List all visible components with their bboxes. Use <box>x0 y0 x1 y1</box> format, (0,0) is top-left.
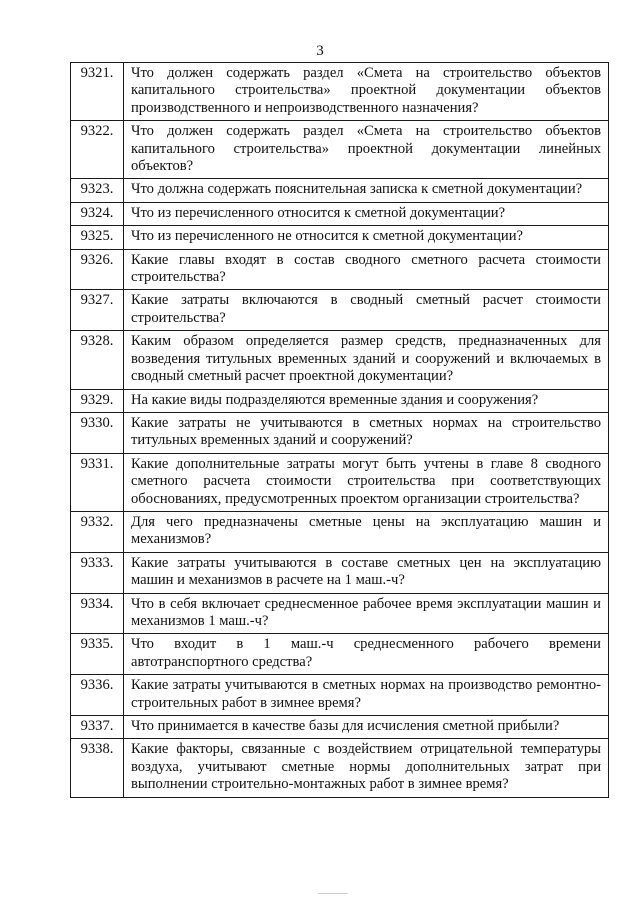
table-row <box>71 389 609 412</box>
question-number: 9323. <box>71 179 124 202</box>
table-row <box>71 739 609 797</box>
question-number: 9338. <box>71 739 124 797</box>
question-number: 9322. <box>71 121 124 179</box>
question-number: 9329. <box>71 389 124 412</box>
question-text: Какие затраты включаются в сводный сметный расчет стоимости строительства? <box>124 290 609 331</box>
question-number: 9324. <box>71 202 124 225</box>
question-number: 9337. <box>71 716 124 739</box>
table-row <box>71 593 609 634</box>
table-row <box>71 453 609 511</box>
question-text: Что из перечисленного не относится к сметной документации? <box>124 226 609 249</box>
page-number: 3 <box>316 43 324 59</box>
question-text: Каким образом определяется размер средств, предназначенных для возведения титульных временных зданий и сооружений и включаемых в сводный сметный расчет проектной документации? <box>124 331 609 389</box>
table-row <box>71 63 609 121</box>
question-number: 9325. <box>71 226 124 249</box>
question-text: Что должен содержать раздел «Смета на строительство объектов капитального строительства» проектной документации линейных объектов? <box>124 121 609 179</box>
question-number: 9330. <box>71 412 124 453</box>
table-row <box>71 121 609 179</box>
question-text: Что из перечисленного относится к сметной документации? <box>124 202 609 225</box>
question-number: 9335. <box>71 634 124 675</box>
question-text: Для чего предназначены сметные цены на эксплуатацию машин и механизмов? <box>124 511 609 552</box>
question-number: 9334. <box>71 593 124 634</box>
table-row <box>71 290 609 331</box>
question-text: Какие затраты учитываются в составе сметных цен на эксплуатацию машин и механизмов в расчете на 1 маш.-ч? <box>124 552 609 593</box>
table-row <box>71 716 609 739</box>
table-row <box>71 511 609 552</box>
question-number: 9331. <box>71 453 124 511</box>
question-number: 9327. <box>71 290 124 331</box>
table-row <box>71 331 609 389</box>
questions-table <box>70 62 609 798</box>
table-row <box>71 249 609 290</box>
question-text: Что должна содержать пояснительная записка к сметной документации? <box>124 179 609 202</box>
scan-artifact <box>318 893 348 894</box>
question-text: На какие виды подразделяются временные здания и сооружения? <box>124 389 609 412</box>
question-text: Какие затраты учитываются в сметных нормах на производство ремонтно-строительных работ в зимнее время? <box>124 675 609 716</box>
question-text: Что в себя включает среднесменное рабочее время эксплуатации машин и механизмов 1 маш.-ч? <box>124 593 609 634</box>
table-row <box>71 675 609 716</box>
question-text: Что принимается в качестве базы для исчисления сметной прибыли? <box>124 716 609 739</box>
table-row <box>71 226 609 249</box>
table-row <box>71 412 609 453</box>
question-number: 9321. <box>71 63 124 121</box>
question-text: Какие факторы, связанные с воздействием отрицательной температуры воздуха, учитывают сметные нормы дополнительных затрат при выполнении строительно-монтажных работ в зимнее время? <box>124 739 609 797</box>
question-text: Что должен содержать раздел «Смета на строительство объектов капитального строительства» проектной документации объектов производственного и непроизводственного назначения? <box>124 63 609 121</box>
question-number: 9326. <box>71 249 124 290</box>
question-text: Какие главы входят в состав сводного сметного расчета стоимости строительства? <box>124 249 609 290</box>
question-text: Что входит в 1 маш.-ч среднесменного рабочего времени автотранспортного средства? <box>124 634 609 675</box>
question-number: 9332. <box>71 511 124 552</box>
table-row <box>71 202 609 225</box>
question-number: 9328. <box>71 331 124 389</box>
table-row <box>71 179 609 202</box>
table-row <box>71 552 609 593</box>
table-row <box>71 634 609 675</box>
question-text: Какие затраты не учитываются в сметных нормах на строительство титульных временных зданий и сооружений? <box>124 412 609 453</box>
question-text: Какие дополнительные затраты могут быть учтены в главе 8 сводного сметного расчета стоимости строительства при соответствующих обоснованиях, предусмотренных проектом организации строительства? <box>124 453 609 511</box>
questions-table-body <box>71 63 609 798</box>
question-number: 9336. <box>71 675 124 716</box>
question-number: 9333. <box>71 552 124 593</box>
